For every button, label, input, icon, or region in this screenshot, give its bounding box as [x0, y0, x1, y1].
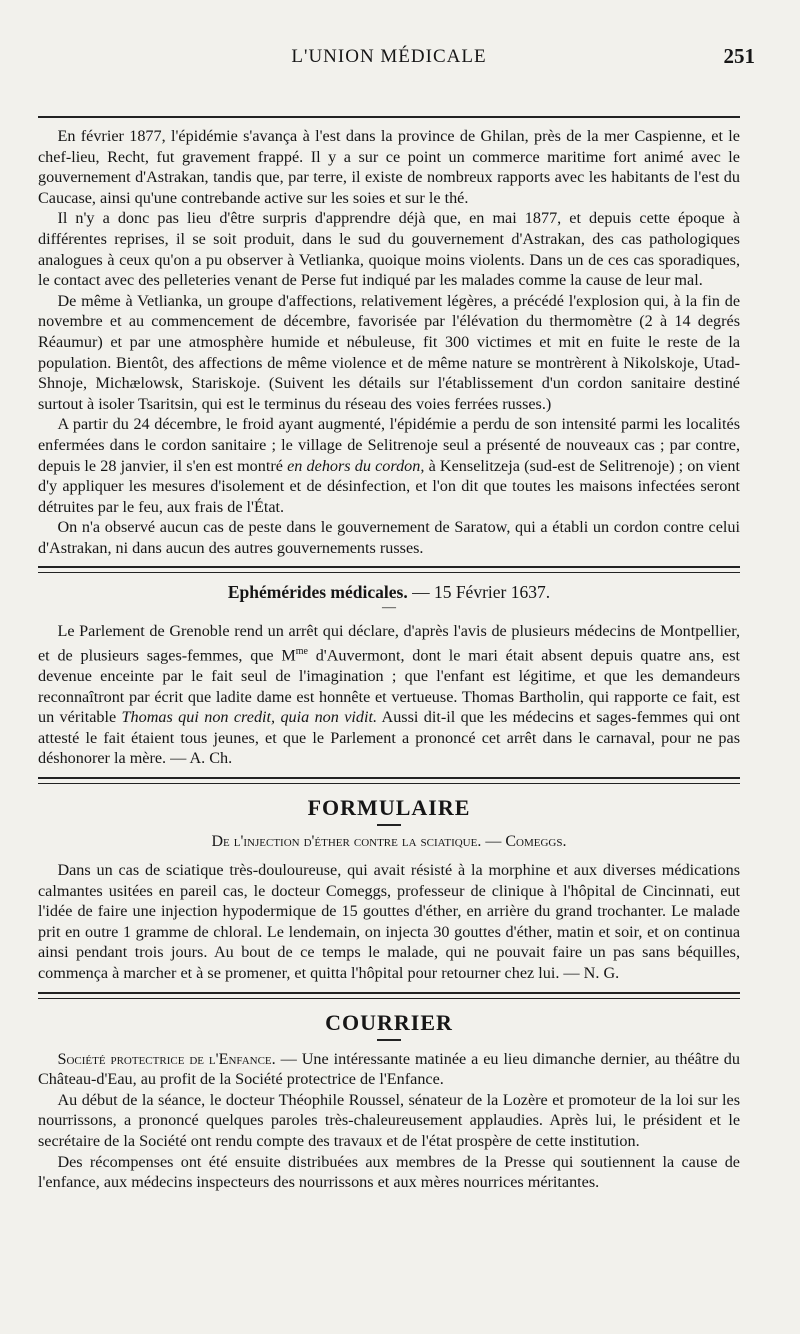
section-divider	[38, 777, 740, 784]
header-rule	[38, 116, 740, 118]
paragraph: De même à Vetlianka, un groupe d'affections, relativement légères, a précédé l'explosion qui, à la fin de novembre et au commencement de décembre, favorisée par l'élévation du thermomètre (2 à 14 degrés Réaumur) et par une atmosphère humide et nébuleuse, fit 300 victimes et mit en fuite le reste de la population. Bientôt, des affections de même violence et de même nature se montrèrent à Nikolskoje, Utad-Shnoje, Michælowsk, Stariskoje. (Suivent les détails sur l'établissement d'un cordon sanitaire destiné surtout à isoler Tsaritsin, qui est le terminus du réseau des voies ferrées russes.)	[38, 291, 740, 413]
paragraph: Il n'y a donc pas lieu d'être surpris d'apprendre déjà que, en mai 1877, et depuis cette époque à différentes reprises, il se soit produit, dans le sud du gouvernement d'Astrakan, des cas pathologiques analogues à ceux qu'on a pu observer à Vetlianka, quoique moins violents. Dans un de ces cas sporadiques, le contact avec des pelleteries venant de Perse fut indiqué par les malades comme la cause de leur mal.	[38, 209, 740, 290]
paragraph: On n'a observé aucun cas de peste dans le gouvernement de Saratow, qui a établi un cordon contre celui d'Astrakan, ni dans aucun des autres gouvernements russes.	[38, 518, 740, 557]
formulaire-article	[38, 860, 740, 984]
intro-article	[38, 126, 740, 558]
paragraph: Le Parlement de Grenoble rend un arrêt qui déclare, d'après l'avis de plusieurs médecins de Montpellier, et de plusieurs sages-femmes, que $M^{me}$ d'Auvermont, dont le mari était absent depuis quatre ans, est devenue enceinte par le fait seul de l'imagination ; que l'enfant est légitime, et que les demandeurs reconnaîtront par écrit que ladite dame est honnête et vertueuse. Thomas Bartholin, qui rapporte ce fait, est un véritable Thomas qui non credit, quia non vidit. Aussi dit-il que les médecins et sages-femmes qui ont attesté le fait étaient tous jeunes, et que le Parlement a prononcé cet arrêt dans le carnaval, pour ne pas déshonorer la mère. — A. Ch.	[38, 622, 740, 768]
paragraph: Société protectrice de l'Enfance. — Une intéressante matinée a eu lieu dimanche dernier, au théâtre du Château-d'Eau, au profit de la Société protectrice de l'Enfance.	[38, 1049, 740, 1089]
courrier-article	[38, 1049, 740, 1193]
courrier-title: COURRIER	[325, 1009, 453, 1035]
page-number: 251	[723, 44, 755, 68]
ephemerides-title: Ephémérides médicales. — 15 Février 1637.	[227, 582, 551, 603]
section-divider	[38, 566, 740, 573]
paragraph: A partir du 24 décembre, le froid ayant augmenté, l'épidémie a perdu de son intensité parmi les localités enfermées dans le cordon sanitaire ; le village de Selitrenoje seul a présenté de nouveaux cas ; par contre, depuis le 28 janvier, il s'en est montré en dehors du cordon, à Kenselitzeja (sud-est de Selitrenoje) ; on vient d'y appliquer les mesures d'isolement et de désinfection, et l'on dit que toutes les maisons infectées seront détruites par le feu, aux frais de l'État.	[38, 415, 740, 516]
formulaire-title: FORMULAIRE	[307, 795, 471, 821]
formulaire-subtitle: De l'injection d'éther contre la sciatique. — Comeggs.	[211, 833, 567, 851]
paragraph: Au début de la séance, le docteur Théophile Roussel, sénateur de la Lozère et promoteur de la loi sur les nourrissons, a prononcé quelques paroles très-chaleureusement applaudies. Après lui, le président et le secrétaire de la Société ont rendu compte des travaux et de l'état prospère de cette institution.	[38, 1090, 740, 1150]
title-dash	[377, 824, 401, 826]
paragraph: Des récompenses ont été ensuite distribuées aux membres de la Presse qui soutiennent la cause de l'enfance, aux médecins inspecteurs des nourrissons et aux mères nourrices méritantes.	[38, 1152, 740, 1192]
ephemerides-article	[38, 621, 740, 769]
paragraph: En février 1877, l'épidémie s'avança à l'est dans la province de Ghilan, près de la mer Caspienne, et le chef-lieu, Recht, fut gravement frappé. Il y a sur ce point un commerce maritime fort animé avec le gouvernement d'Astrakan, tandis que, par terre, il existe de nombreux rapports avec les habitants de l'est du Caucase, ainsi qu'une contrebande active sur les soies et sur le thé.	[38, 127, 740, 207]
section-divider	[38, 992, 740, 999]
title-dash	[377, 1039, 401, 1041]
dash: —	[382, 600, 396, 616]
paragraph: Dans un cas de sciatique très-douloureuse, qui avait résisté à la morphine et aux diverses médications calmantes usitées en pareil cas, le docteur Comeggs, professeur de clinique à l'hôpital de Cincinnati, eut l'idée de faire une injection hypodermique de 15 gouttes d'éther, en arrière du grand trochanter. Le malade prit en outre 1 gramme de chloral. Le lendemain, on injecta 30 gouttes d'éther, matin et soir, et on continua ainsi pendant trois jours. Au bout de ce temps le malade, qui ne pouvait faire un pas sans béquilles, commença à marcher et à se promener, et quitta l'hôpital pour retourner chez lui. — N. G.	[38, 861, 740, 982]
running-head	[38, 0, 755, 78]
running-title: L'UNION MÉDICALE	[291, 46, 487, 67]
